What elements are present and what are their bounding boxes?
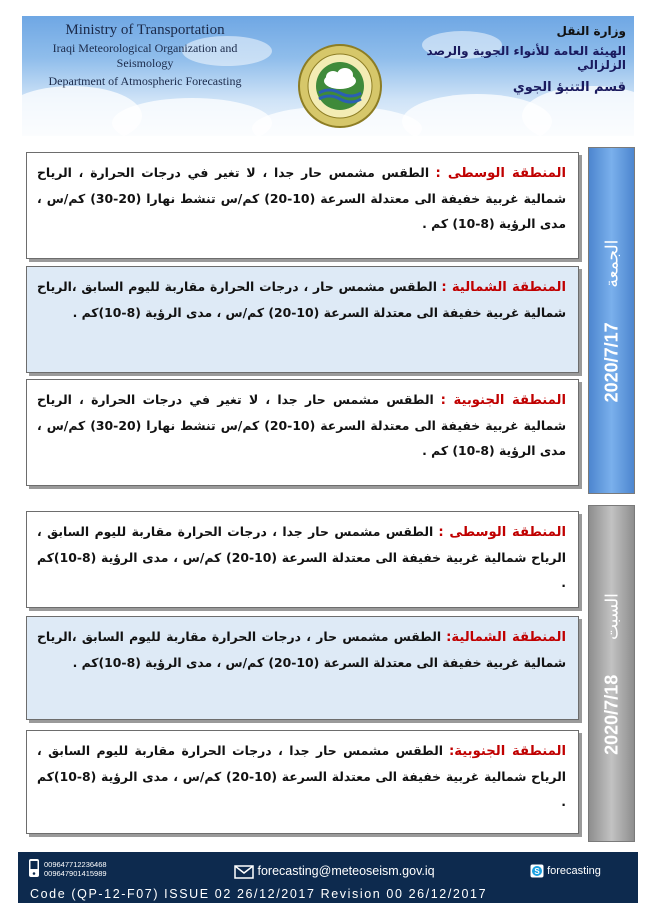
- forecast-box-north-day1: [26, 266, 579, 373]
- skype-icon: [530, 864, 544, 878]
- phone-number: 009647712236468: [44, 860, 107, 869]
- region-name: المنطقة الشمالية:: [446, 630, 566, 645]
- day-label-bar-friday: [588, 147, 635, 494]
- english-heading: [30, 22, 260, 89]
- organization-name-ar: الهيئة العامة للأنواء الجوية والرصد الزلزالي: [426, 44, 626, 72]
- phone-numbers: [44, 860, 107, 878]
- ministry-name-ar: وزارة النقل: [556, 24, 626, 38]
- forecast-day-name: السبت: [602, 592, 621, 640]
- region-forecast-text: الطقس مشمس حار جدا ، درجات الحرارة مقاربة لليوم السابق ، الرياح شمالية غربية خفيفة الى معتدلة السرعة (10-20) كم/س ، مدى الرؤية (8-10)كم .: [37, 743, 567, 809]
- region-forecast-text: الطقس مشمس حار ، درجات الحرارة مقاربة لليوم السابق ،الرياح شمالية غربية خفيفة الى معتدلة السرعة (10-20) كم/س ، مدى الرؤية (8-10)كم .: [37, 629, 566, 670]
- department-name-ar: قسم التنبؤ الجوي: [512, 80, 626, 95]
- day-label-bar-saturday: [588, 505, 635, 842]
- ministry-name-en: Ministry of Transportation: [65, 22, 225, 38]
- forecast-box-central-day2: [26, 511, 579, 608]
- forecast-box-south-day2: [26, 730, 579, 834]
- forecast-date: 2020/7/18: [601, 674, 621, 755]
- region-forecast-text: الطقس مشمس حار جدا ، لا تغير في درجات الحرارة ، الرياح شمالية غربية خفيفة الى معتدلة السرعة (10-20) كم/س تنشط نهارا (20-30) كم/س ، مدى الرؤية (8-10) كم .: [37, 165, 567, 231]
- region-name: المنطقة الوسطى :: [435, 166, 566, 181]
- contact-footer: [18, 852, 638, 903]
- forecast-box-north-day2: [26, 616, 579, 720]
- email-address[interactable]: forecasting@meteoseism.gov.iq: [257, 864, 435, 878]
- region-forecast-text: الطقس مشمس حار جدا ، لا تغير في درجات الحرارة ، الرياح شمالية غربية خفيفة الى معتدلة السرعة (10-20) كم/س تنشط نهارا (20-30) كم/س ، مدى الرؤية (8-10) كم .: [37, 392, 567, 458]
- arabic-heading: [416, 24, 626, 95]
- svg-text:S: S: [534, 867, 540, 876]
- region-forecast-text: الطقس مشمس حار ، درجات الحرارة مقاربة لليوم السابق ،الرياح شمالية غربية خفيفة الى معتدلة السرعة (10-20) كم/س ، مدى الرؤية (8-10)كم .: [37, 279, 566, 320]
- organization-name-en: Iraqi Meteorological Organization and Seismology: [52, 41, 238, 70]
- region-name: المنطقة الجنوبية:: [449, 744, 566, 759]
- skype-contact[interactable]: [530, 864, 601, 878]
- region-name: المنطقة الجنوبية :: [440, 393, 566, 408]
- forecast-box-south-day1: [26, 379, 579, 486]
- mobile-phone-icon: [28, 858, 40, 878]
- email-contact[interactable]: [234, 864, 435, 879]
- document-code-line: Code (QP-12-F07) ISSUE 02 26/12/2017 Revision 00 26/12/2017: [30, 887, 488, 901]
- forecast-box-central-day1: [26, 152, 579, 259]
- region-name: المنطقة الشمالية :: [441, 280, 566, 295]
- organization-seal-icon: [297, 43, 383, 129]
- letterhead-banner: [22, 16, 634, 136]
- forecast-day-name: الجمعة: [602, 239, 621, 288]
- envelope-icon: [234, 865, 254, 879]
- department-name-en: Department of Atmospheric Forecasting: [48, 74, 242, 88]
- skype-handle[interactable]: forecasting: [547, 864, 601, 877]
- region-forecast-text: الطقس مشمس حار جدا ، درجات الحرارة مقاربة لليوم السابق ، الرياح شمالية غربية خفيفة الى معتدلة السرعة (10-20) كم/س ، مدى الرؤية (8-10)كم .: [37, 524, 567, 590]
- forecast-date: 2020/7/17: [601, 321, 621, 402]
- region-name: المنطقة الوسطى :: [438, 525, 566, 540]
- phone-number: 009647901415989: [44, 869, 107, 878]
